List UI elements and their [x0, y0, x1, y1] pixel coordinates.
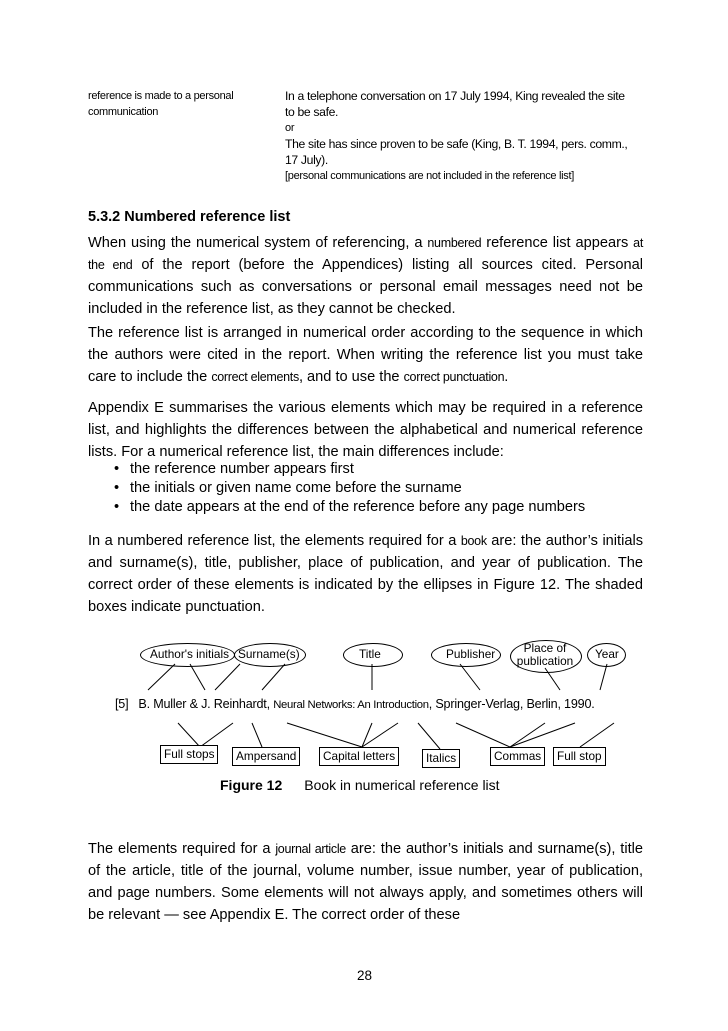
list-item: • the reference number appears first — [114, 460, 654, 479]
list-item: • the date appears at the end of the reference before any page numbers — [114, 498, 654, 517]
example-content — [285, 88, 645, 184]
ellipse-surname — [234, 643, 306, 667]
paragraph-5 — [88, 838, 643, 926]
p1-text-b: reference list appears — [481, 235, 634, 251]
p5-text-a: The elements required for a — [88, 841, 276, 857]
label-title: Title — [359, 647, 381, 661]
ellipse-place-of-publication — [510, 640, 582, 673]
differences-list — [114, 460, 654, 517]
connector-line — [545, 668, 560, 690]
paragraph-4 — [88, 530, 643, 618]
p4-text-a: In a numbered reference list, the elements required for a — [88, 533, 461, 549]
p2-emphasis-correct-punctuation: correct punctuation — [403, 370, 505, 384]
connector-line — [190, 664, 205, 690]
reference-title: Neural Networks: An Introduction — [273, 699, 429, 711]
box-ampersand: Ampersand — [232, 747, 300, 766]
p1-emphasis-at-the-end: at the end — [88, 236, 643, 272]
connector-line — [460, 664, 480, 690]
label-year: Year — [595, 647, 619, 661]
example-line-4: The site has since proven to be safe (King, B. T. 1994, pers. comm., — [285, 137, 628, 151]
example-line-1: In a telephone conversation on 17 July 1994, King revealed the site — [285, 89, 625, 103]
example-reference — [115, 697, 595, 711]
reference-authors: B. Muller & J. Reinhardt, — [138, 697, 274, 711]
connector-line — [362, 723, 372, 747]
example-label-line-1: reference is made to a personal — [88, 90, 234, 102]
connector-line — [600, 664, 607, 690]
label-place-line-1: Place of — [523, 641, 567, 655]
connector-line — [252, 723, 262, 747]
label-place-of-publication — [510, 642, 580, 668]
connector-line — [178, 723, 200, 747]
p5-emphasis-journal-article: journal article — [275, 842, 346, 856]
p2-emphasis-correct-elements: correct elements — [211, 370, 299, 384]
connector-line — [200, 723, 233, 747]
example-line-5: 17 July). — [285, 153, 328, 167]
ellipse-title — [343, 643, 403, 667]
connector-line — [262, 664, 285, 690]
example-label-line-2: communication — [88, 106, 159, 118]
ellipse-publisher — [431, 643, 501, 667]
label-publisher: Publisher — [446, 647, 496, 661]
box-full-stop: Full stop — [553, 747, 606, 766]
page-number: 28 — [357, 968, 373, 983]
paragraph-2 — [88, 322, 643, 388]
reference-number: [5] — [115, 697, 129, 711]
figure-caption-label: Figure 12 — [220, 777, 283, 793]
connector-line — [456, 723, 510, 747]
label-place-line-2: publication — [516, 654, 574, 668]
example-line-2: to be safe. — [285, 105, 339, 119]
list-item: • the initials or given name come before the surname — [114, 479, 654, 498]
connector-line — [148, 664, 175, 690]
p4-text-b: are: the author’s initials and surname(s), title, publisher, place of publication, and year of publication. The correct order of these elements is indicated by the ellipses in Figure 12. The shaded boxes indicate punctuation. — [88, 533, 643, 615]
ellipse-author-initials — [140, 643, 235, 667]
connector-line — [580, 723, 614, 747]
connector-line — [362, 723, 398, 747]
connector-line — [418, 723, 440, 749]
figure-caption-text: Book in numerical reference list — [304, 777, 500, 793]
p5-text-b: are: the author’s initials and surname(s), title of the article, title of the journal, volume number, issue number, year of publication, and page numbers. Some elements will not always apply, and sometimes others will be relevant — see Appendix E. The correct order of these — [88, 841, 643, 923]
example-label — [88, 88, 268, 120]
box-commas: Commas — [490, 747, 545, 766]
p1-text-a: When using the numerical system of referencing, a — [88, 235, 428, 251]
example-line-or: or — [285, 122, 295, 134]
p4-emphasis-book: book — [460, 534, 487, 548]
p2-text-b: , and to use the — [298, 369, 404, 385]
p2-text-a: The reference list is arranged in numerical order according to the sequence in which the authors were cited in the report. When writing the reference list you must take care to include the — [88, 325, 643, 385]
box-capital-letters: Capital letters — [319, 747, 399, 766]
p1-emphasis-numbered: numbered — [427, 236, 482, 250]
label-author-initials: Author's initials — [150, 647, 229, 661]
box-italics: Italics — [422, 749, 460, 768]
section-heading: 5.3.2 Numbered reference list — [88, 209, 291, 225]
connector-line — [510, 723, 575, 747]
example-line-note: [personal communications are not included in the reference list] — [285, 170, 574, 182]
connector-line — [510, 723, 545, 747]
ellipse-year — [587, 643, 626, 667]
reference-rest: , Springer-Verlag, Berlin, 1990. — [428, 697, 595, 711]
p1-text-c: of the report (before the Appendices) listing all sources cited. Personal communications such as conversations or personal email messages need not be included in the reference list, as they cannot be checked. — [88, 257, 643, 317]
connector-line — [287, 723, 362, 747]
label-surname: Surname(s) — [238, 647, 300, 661]
box-full-stops: Full stops — [160, 745, 218, 764]
p2-text-c: . — [504, 369, 509, 385]
paragraph-1 — [88, 232, 643, 320]
connector-line — [215, 664, 240, 690]
figure-caption — [220, 777, 500, 793]
paragraph-3: Appendix E summarises the various elements which may be required in a reference list, and highlights the differences between the alphabetical and numerical reference lists. For a numerical reference list, the main differences include: — [88, 400, 643, 460]
